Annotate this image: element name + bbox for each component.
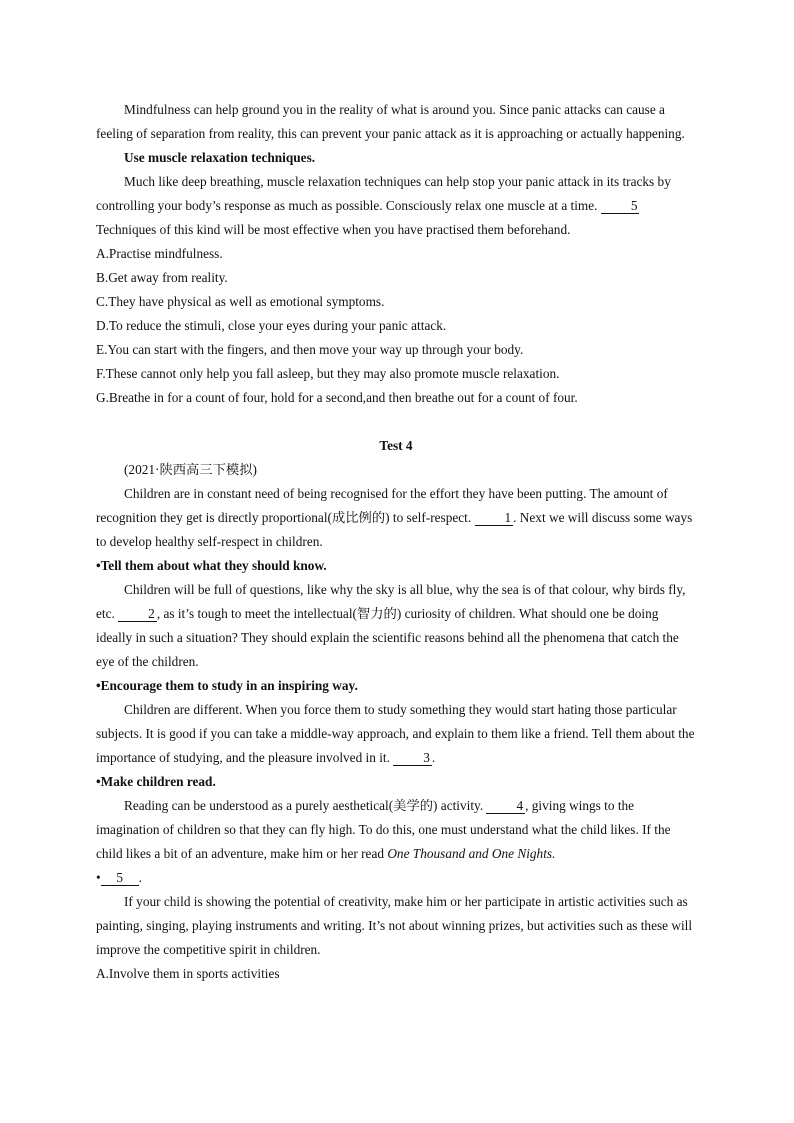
answer-blank-5: 5 (101, 870, 139, 886)
answer-blank-1: 1 (475, 510, 514, 526)
option-b: B.Get away from reality. (96, 270, 228, 285)
paragraph-intro (96, 482, 696, 554)
paragraph-text: . (431, 750, 436, 765)
paragraph-text: Children are in constant need of being recognised for the effort they have been putting. The amount of recognition they get is directly proportional(成比例的) to self-respect. (96, 486, 668, 525)
option-g: G.Breathe in for a count of four, hold for a second,and then breathe out for a count of four. (96, 390, 578, 405)
heading-encourage-study: •Encourage them to study in an inspiring way. (96, 678, 358, 693)
answer-blank-2: 2 (118, 606, 157, 622)
paragraph-questions (96, 578, 696, 674)
document-page (96, 98, 696, 986)
answer-blank-4: 4 (486, 798, 525, 814)
paragraph-text: Techniques of this kind will be most effective when you have practised them beforehand. (96, 222, 571, 237)
paragraph-text: Reading can be understood as a purely aesthetical(美学的) activity. (124, 798, 487, 813)
paragraph-study (96, 698, 696, 770)
test-source: (2021·陕西高三下模拟) (124, 462, 257, 477)
paragraph-text: Much like deep breathing, muscle relaxation techniques can help stop your panic attack in its tracks by controlling your body’s response as much as possible. Consciously relax one muscle at a time. (96, 174, 671, 213)
option-c: C.They have physical as well as emotional symptoms. (96, 294, 385, 309)
paragraph-text: . Next we will discuss some ways to develop healthy self-respect in children. (96, 510, 693, 549)
option-a: A.Involve them in sports activities (96, 966, 280, 981)
paragraph-creativity: If your child is showing the potential of creativity, make him or her participate in artistic activities such as painting, singing, playing instruments and writing. It’s not about winning prizes, but activities such as these will improve the competitive spirit in children. (96, 894, 693, 957)
option-e: E.You can start with the fingers, and then move your way up through your body. (96, 342, 524, 357)
paragraph-text: , as it’s tough to meet the intellectual(智力的) curiosity of children. What should one be doing ideally in such a situation? They should explain the scientific reasons behind all the phenomena that catch the eye of the children. (96, 606, 679, 669)
bullet: • (96, 870, 101, 885)
heading-tell-them: •Tell them about what they should know. (96, 558, 327, 573)
test-title: Test 4 (379, 438, 413, 453)
paragraph-reading (96, 794, 696, 866)
option-a: A.Practise mindfulness. (96, 246, 223, 261)
paragraph-text: Children will be full of questions, like why the sky is all blue, why the sea is of that colour, why birds fly, etc. (96, 582, 686, 621)
heading-make-read: •Make children read. (96, 774, 216, 789)
paragraph-muscle-relaxation (96, 170, 696, 242)
period: . (138, 870, 142, 885)
paragraph-text: , giving wings to the imagination of children so that they can fly high. To do this, one must understand what the child likes. If the child likes a bit of an adventure, make him or her read (96, 798, 671, 861)
heading-muscle-relaxation: Use muscle relaxation techniques. (124, 150, 316, 165)
heading-blank-5 (96, 866, 696, 890)
answer-blank-5: 5 (601, 198, 640, 214)
option-f: F.These cannot only help you fall asleep, but they may also promote muscle relaxation. (96, 366, 560, 381)
answer-blank-3: 3 (393, 750, 432, 766)
paragraph-text: Children are different. When you force them to study something they would start hating those particular subjects. It is good if you can take a middle-way approach, and explain to them like a friend. Tell them about the importance of studying, and the pleasure involved in it. (96, 702, 695, 765)
paragraph-mindfulness: Mindfulness can help ground you in the reality of what is around you. Since panic attacks can cause a feeling of separation from reality, this can prevent your panic attack as it is approaching or actually happening. (96, 102, 685, 141)
book-title: One Thousand and One Nights. (387, 846, 556, 861)
option-d: D.To reduce the stimuli, close your eyes during your panic attack. (96, 318, 447, 333)
